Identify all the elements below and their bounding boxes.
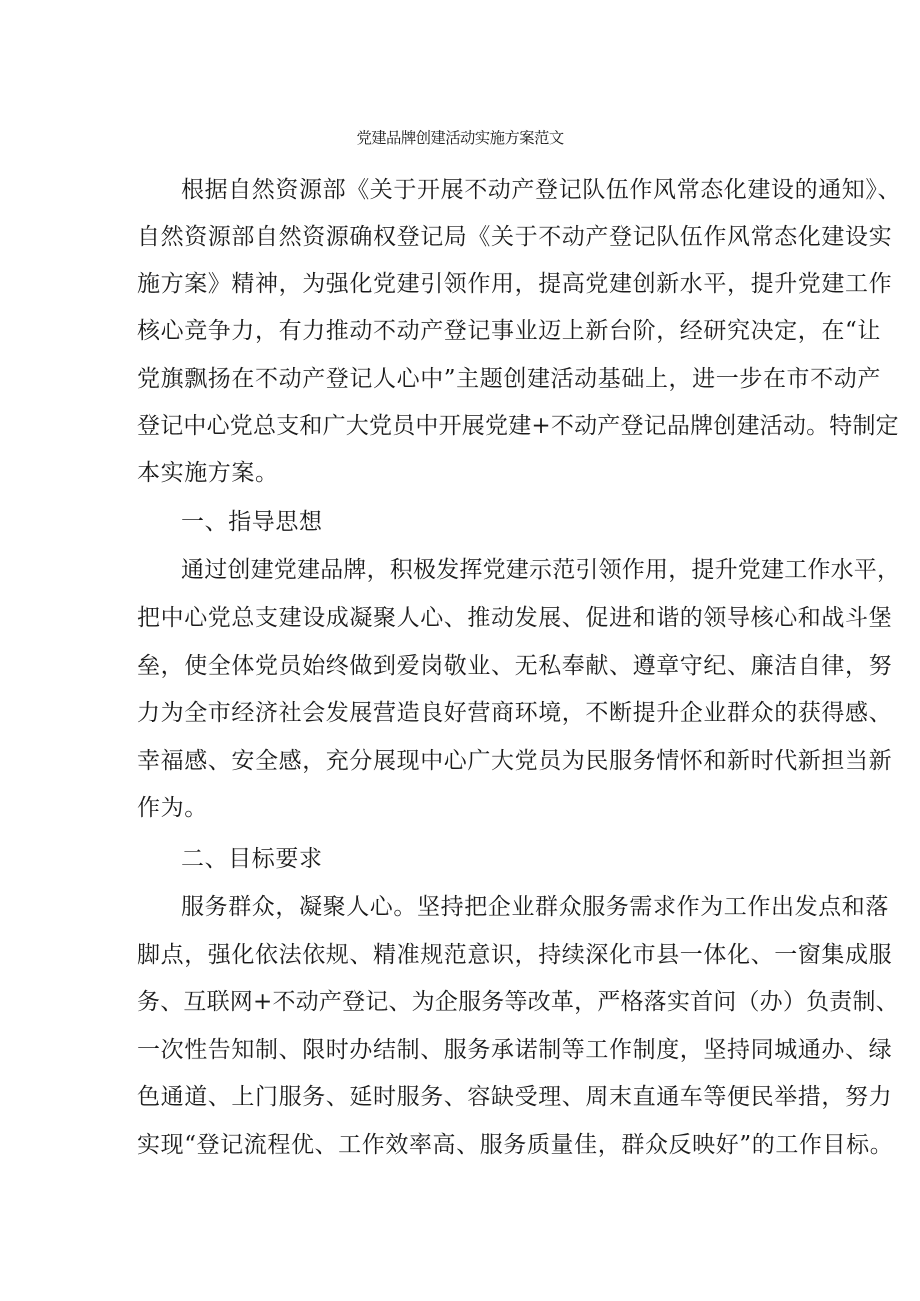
section2-line-2: 脚点，强化依法依规、精准规范意识，持续深化市县一体化、一窗集成服 — [137, 942, 893, 968]
intro-line-5: 党旗飘扬在不动产登记人心中”主题创建活动基础上，进一步在市不动产 — [137, 366, 881, 392]
intro-line-6: 登记中心党总支和广大党员中开展党建+不动产登记品牌创建活动。特制定 — [137, 413, 899, 439]
intro-line-2: 自然资源部自然资源确权登记局《关于不动产登记队伍作风常态化建设实 — [137, 224, 893, 250]
section1-line-1: 通过创建党建品牌，积极发挥党建示范引领作用，提升党建工作水平， — [181, 557, 901, 583]
section2-line-5: 色通道、上门服务、延时服务、容缺受理、周末直通车等便民举措，努力 — [137, 1084, 893, 1110]
section1-line-2: 把中心党总支建设成凝聚人心、推动发展、促进和谐的领导核心和战斗堡 — [137, 605, 893, 631]
section1-line-6: 作为。 — [137, 795, 208, 821]
section1-line-3: 垒，使全体党员始终做到爱岗敬业、无私奉献、遵章守纪、廉洁自律，努 — [137, 653, 893, 679]
section2-line-4: 一次性告知制、限时办结制、服务承诺制等工作制度，坚持同城通办、绿 — [137, 1037, 893, 1063]
section1-line-4: 力为全市经济社会发展营造良好营商环境，不断提升企业群众的获得感、 — [137, 700, 893, 726]
section2-line-1: 服务群众，凝聚人心。坚持把企业群众服务需求作为工作出发点和落 — [181, 894, 889, 920]
intro-line-4: 核心竞争力，有力推动不动产登记事业迈上新台阶，经研究决定，在“让 — [137, 318, 881, 344]
intro-line-7: 本实施方案。 — [137, 460, 279, 486]
intro-line-1: 根据自然资源部《关于开展不动产登记队伍作风常态化建设的通知》、 — [181, 177, 902, 203]
section1-line-5: 幸福感、安全感，充分展现中心广大党员为民服务情怀和新时代新担当新 — [137, 748, 893, 774]
section2-line-6: 实现“登记流程优、工作效率高、服务质量佳，群众反映好”的工作目标。 — [137, 1132, 894, 1158]
intro-line-3: 施方案》精神，为强化党建引领作用，提高党建创新水平，提升党建工作 — [137, 271, 893, 297]
section2-line-3: 务、互联网+不动产登记、为企服务等改革，严格落实首问（办）负责制、 — [137, 989, 899, 1015]
section-heading-1: 一、指导思想 — [181, 509, 323, 535]
document-title: 党建品牌创建活动实施方案范文 — [356, 129, 564, 147]
section-heading-2: 二、目标要求 — [181, 846, 323, 872]
